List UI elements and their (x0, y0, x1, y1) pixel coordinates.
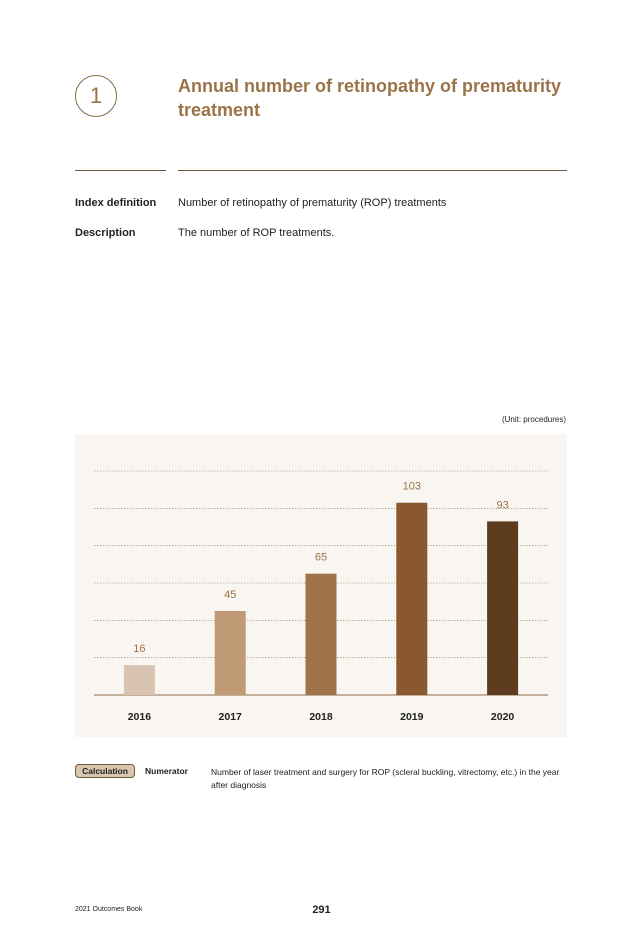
x-tick-label: 2019 (400, 711, 424, 723)
index-definition-text: Number of retinopathy of prematurity (ROP) treatments (178, 197, 447, 209)
data-label: 16 (133, 643, 146, 656)
description-text: The number of ROP treatments. (178, 227, 335, 239)
section-number-badge (75, 75, 117, 117)
x-tick-label: 2017 (218, 711, 242, 723)
x-tick-label: 2020 (490, 711, 515, 723)
numerator-label: Numerator (145, 766, 188, 776)
chart-panel (75, 434, 567, 737)
description-label: Description (75, 227, 136, 239)
bar-chart (75, 434, 567, 737)
bar-2020 (487, 521, 518, 695)
data-label: 65 (314, 551, 328, 564)
index-definition-label: Index definition (75, 197, 157, 209)
unit-note: (Unit: procedures) (501, 415, 566, 424)
data-label: 45 (224, 589, 237, 601)
footer-book-title: 2021 Outcomes Book (75, 906, 143, 913)
bar-2019 (396, 503, 427, 695)
page-title: Annual number of retinopathy of prematurity treatment (178, 76, 562, 120)
calculation-badge: Calculation (75, 764, 135, 778)
page-number: 291 (312, 904, 331, 916)
x-tick-label: 2018 (309, 711, 333, 723)
divider-left (75, 170, 166, 171)
section-number: 1 (89, 83, 103, 108)
bar-2016 (124, 665, 155, 695)
divider-right (178, 170, 567, 171)
bar-2018 (306, 574, 337, 695)
x-tick-label: 2016 (127, 711, 152, 723)
data-label: 93 (496, 499, 509, 512)
data-label: 103 (402, 480, 421, 493)
bar-2017 (215, 611, 246, 695)
numerator-text: Number of laser treatment and surgery for ROP (scleral buckling, vitrectomy, etc.) in the year after diagnosis (211, 767, 560, 790)
